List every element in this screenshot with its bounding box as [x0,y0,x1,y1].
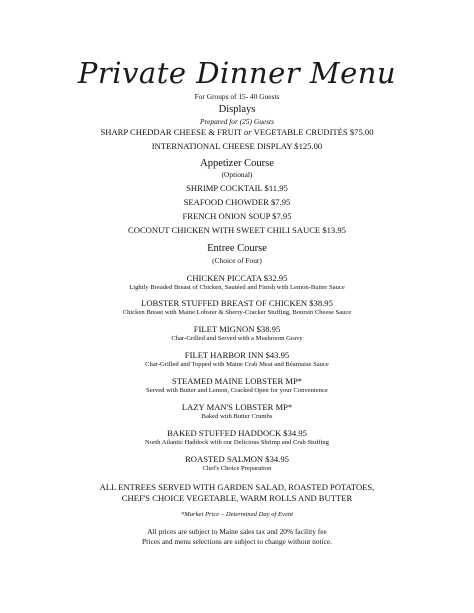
display-item-or: or [243,127,252,137]
displays-note: Prepared for (25) Guests [200,117,274,126]
appetizer-item: SEAFOOD CHOWDER $7.95 [183,197,291,207]
entree-heading: Entree Course [207,243,267,254]
guest-range-note: For Groups of 15- 40 Guests [194,92,280,101]
market-price-note: *Market Price – Determined Day of Event [180,511,294,518]
entree-item-desc: Served with Butter and Lemon, Cracked Open for your Convenience [146,387,328,394]
entree-item-desc: Char-Grilled and Served with a Mushroom Gravy [171,335,303,342]
entree-item-desc: Chef's Choice Preparation [202,465,272,472]
appetizer-item: COCONUT CHICKEN WITH SWEET CHILI SAUCE $13.95 [128,225,346,235]
entree-item-name: STEAMED MAINE LOBSTER MP* [171,376,303,386]
display-item-cheese-fruit [0,127,474,137]
displays-heading: Displays [218,104,256,115]
entree-item-desc: North Atlantic Haddock with our Delicious Shrimp and Crab Stuffing [145,439,329,446]
appetizer-item: FRENCH ONION SOUP $7.95 [182,211,292,221]
appetizer-note: (Optional) [221,170,253,179]
entree-inclusions-line-1: ALL ENTREES SERVED WITH GARDEN SALAD, ROASTED POTATOES, [99,482,375,492]
page-title: Private Dinner Menu [77,56,397,90]
display-item-part-b: VEGETABLE CRUDITÉS $75.00 [251,127,374,137]
tax-note: All prices are subject to Maine sales tax and 20% facility fee [147,527,327,536]
entree-item-desc: Lightly Breaded Breast of Chicken, Sautéed and Finish with Lemon-Butter Sauce [129,284,345,291]
entree-note: (Choice of Four) [212,256,262,265]
change-note: Prices and menu selections are subject to change without notice. [141,537,333,546]
entree-item-name: LOBSTER STUFFED BREAST OF CHICKEN $38.95 [141,298,333,308]
appetizer-item: SHRIMP COCKTAIL $11.95 [186,183,288,193]
entree-item-name: BAKED STUFFED HADDOCK $34.95 [167,428,307,438]
entree-item-desc: Chicken Breast with Maine Lobster & Sherry-Cracker Stuffing, Boursin Cheese Sauce [122,309,352,316]
entree-item-name: ROASTED SALMON $34.95 [185,454,289,464]
display-item-part-a: SHARP CHEDDAR CHEESE & FRUIT [100,127,244,137]
entree-item-name: FILET HARBOR INN $43.95 [184,350,290,360]
entree-item-name: LAZY MAN'S LOBSTER MP* [181,402,293,412]
entree-item-name: CHICKEN PICCATA $32.95 [186,273,288,283]
entree-item-desc: Baked with Butter Crumbs [201,413,273,420]
entree-item-name: FILET MIGNON $38.95 [193,324,281,334]
entree-inclusions-line-2: CHEF'S CHOICE VEGETABLE, WARM ROLLS AND BUTTER [121,493,353,503]
appetizer-heading: Appetizer Course [200,158,274,169]
display-item-international-cheese: INTERNATIONAL CHEESE DISPLAY $125.00 [151,141,323,151]
entree-item-desc: Char-Grilled and Topped with Maine Crab Meat and Béarnaise Sauce [145,361,329,368]
